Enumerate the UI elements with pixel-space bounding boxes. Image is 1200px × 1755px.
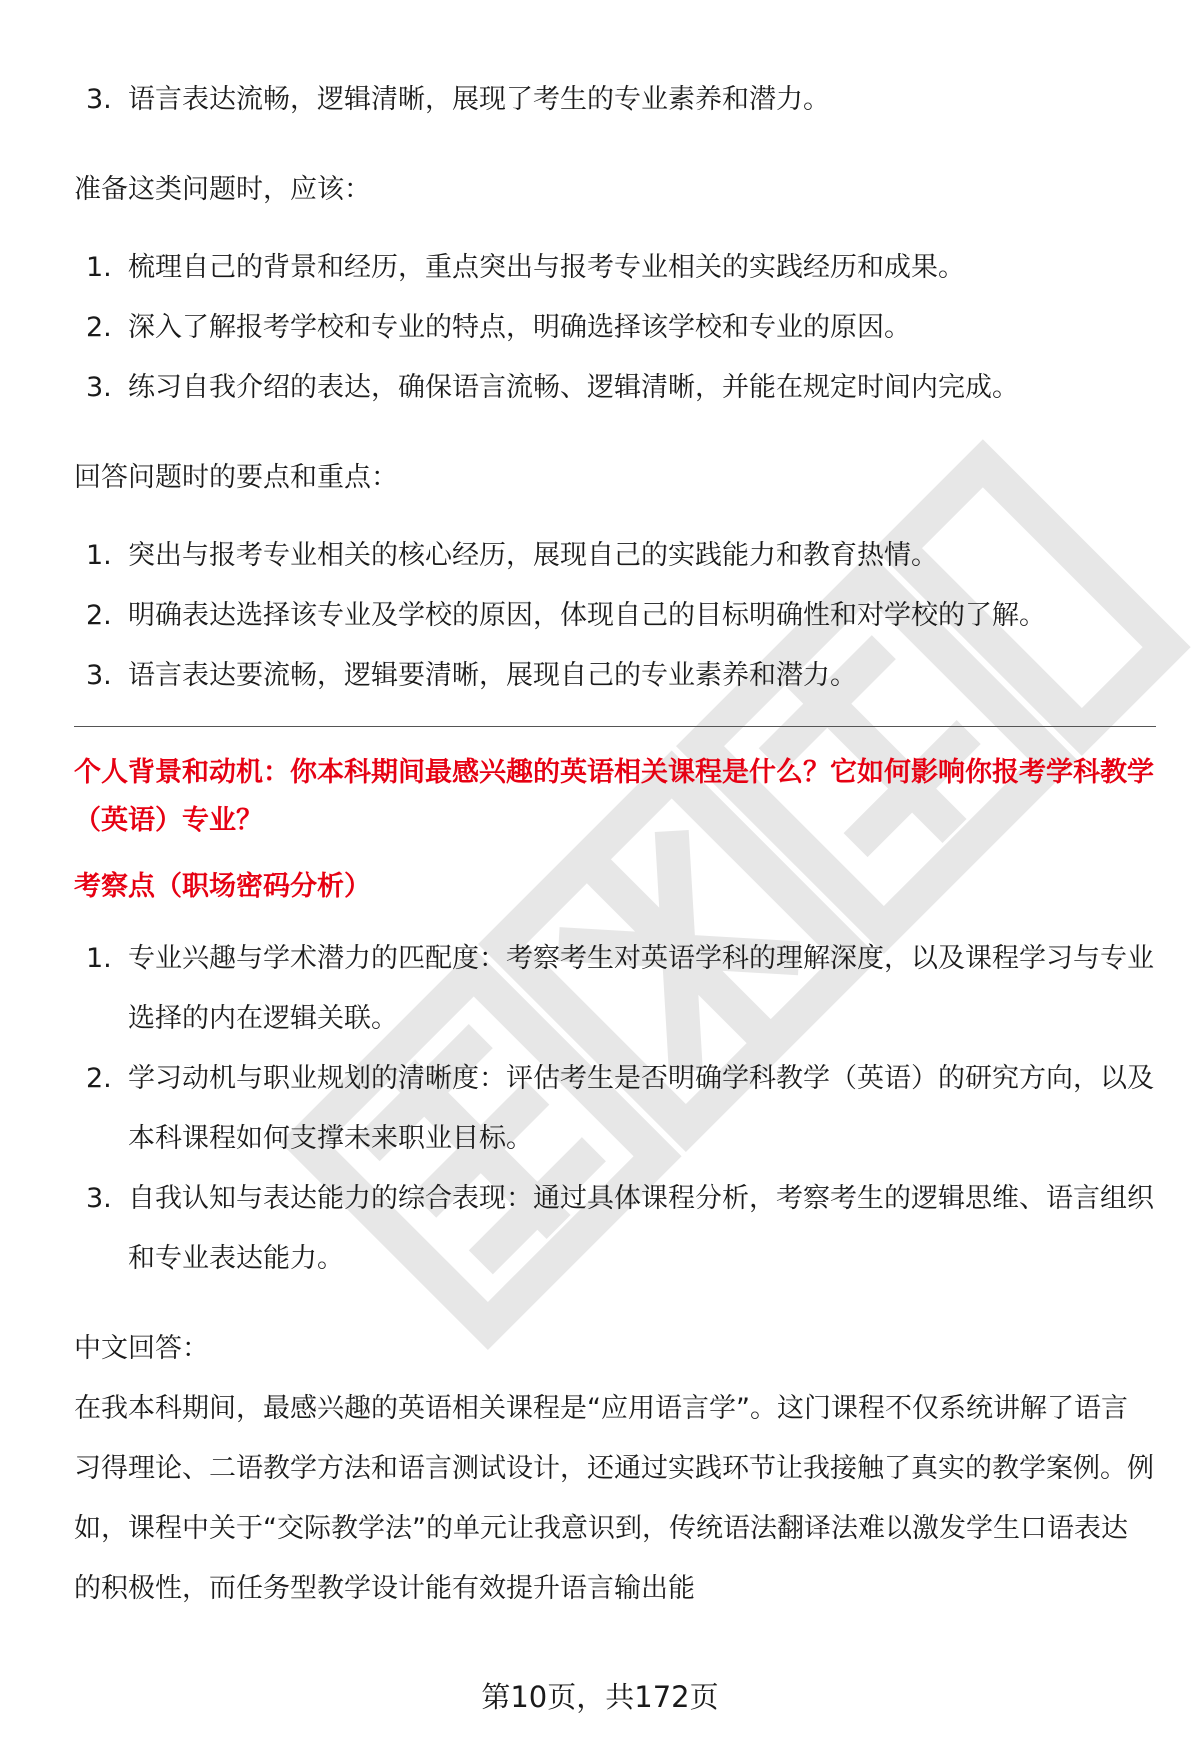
list-number: 1. [86,252,112,283]
list-item [74,646,1154,706]
list-item [74,238,1154,298]
list-item [74,1049,1154,1169]
list-text: 练习自我介绍的表达，确保语言流畅、逻辑清晰，并能在规定时间内完成。 [128,372,1019,403]
answer-label: 中文回答： [74,1333,209,1364]
list-number: 2. [86,600,112,631]
list-item [74,929,1154,1049]
list-item [74,586,1154,646]
question-subtitle: 考察点（职场密码分析） [74,871,371,902]
answer-body: 在我本科期间，最感兴趣的英语相关课程是“应用语言学”。这门课程不仅系统讲解了语言习得理论、二语教学方法和语言测试设计，还通过实践环节让我接触了真实的教学案例。例如，课程中关于“交际教学法”的单元让我意识到，传统语法翻译法难以激发学生口语表达的积极性，而任务型教学设计能有效提升语言输出能 [74,1393,1154,1604]
points-list [74,526,1154,706]
page-number-footer: 第10页，共172页 [481,1680,719,1714]
list-number: 1. [86,943,112,974]
question-title: 个人背景和动机：你本科期间最感兴趣的英语相关课程是什么？它如何影响你报考学科教学（英语）专业？ [74,757,1154,836]
prep-intro: 准备这类问题时，应该： [74,174,371,205]
list-number: 3. [86,660,112,691]
list-item [74,1169,1154,1289]
list-text: 专业兴趣与学术潜力的匹配度：考察考生对英语学科的理解深度，以及课程学习与专业选择的内在逻辑关联。 [128,943,1154,1034]
list-number: 3. [86,372,112,403]
list-number: 2. [86,312,112,343]
prep-list [74,238,1154,418]
list-text: 学习动机与职业规划的清晰度：评估考生是否明确学科教学（英语）的研究方向，以及本科课程如何支撑未来职业目标。 [128,1063,1154,1154]
list-text: 深入了解报考学校和专业的特点，明确选择该学校和专业的原因。 [128,312,911,343]
list-text: 语言表达流畅，逻辑清晰，展现了考生的专业素养和潜力。 [128,84,830,115]
list-item [74,70,1154,130]
list-number: 1. [86,540,112,571]
list-text: 语言表达要流畅，逻辑要清晰，展现自己的专业素养和潜力。 [128,660,857,691]
list-text: 突出与报考专业相关的核心经历，展现自己的实践能力和教育热情。 [128,540,938,571]
list-text: 明确表达选择该专业及学校的原因，体现自己的目标明确性和对学校的了解。 [128,600,1046,631]
section-divider [74,726,1156,727]
list-item [74,358,1154,418]
list-item [74,298,1154,358]
list-number: 3. [86,84,112,115]
points-intro: 回答问题时的要点和重点： [74,462,398,493]
block1-list [74,70,1154,130]
list-number: 3. [86,1183,112,1214]
question-points-list [74,929,1154,1289]
list-number: 2. [86,1063,112,1094]
document-body [74,70,1154,1619]
list-text: 梳理自己的背景和经历，重点突出与报考专业相关的实践经历和成果。 [128,252,965,283]
list-item [74,526,1154,586]
list-text: 自我认知与表达能力的综合表现：通过具体课程分析，考察考生的逻辑思维、语言组织和专业表达能力。 [128,1183,1154,1274]
